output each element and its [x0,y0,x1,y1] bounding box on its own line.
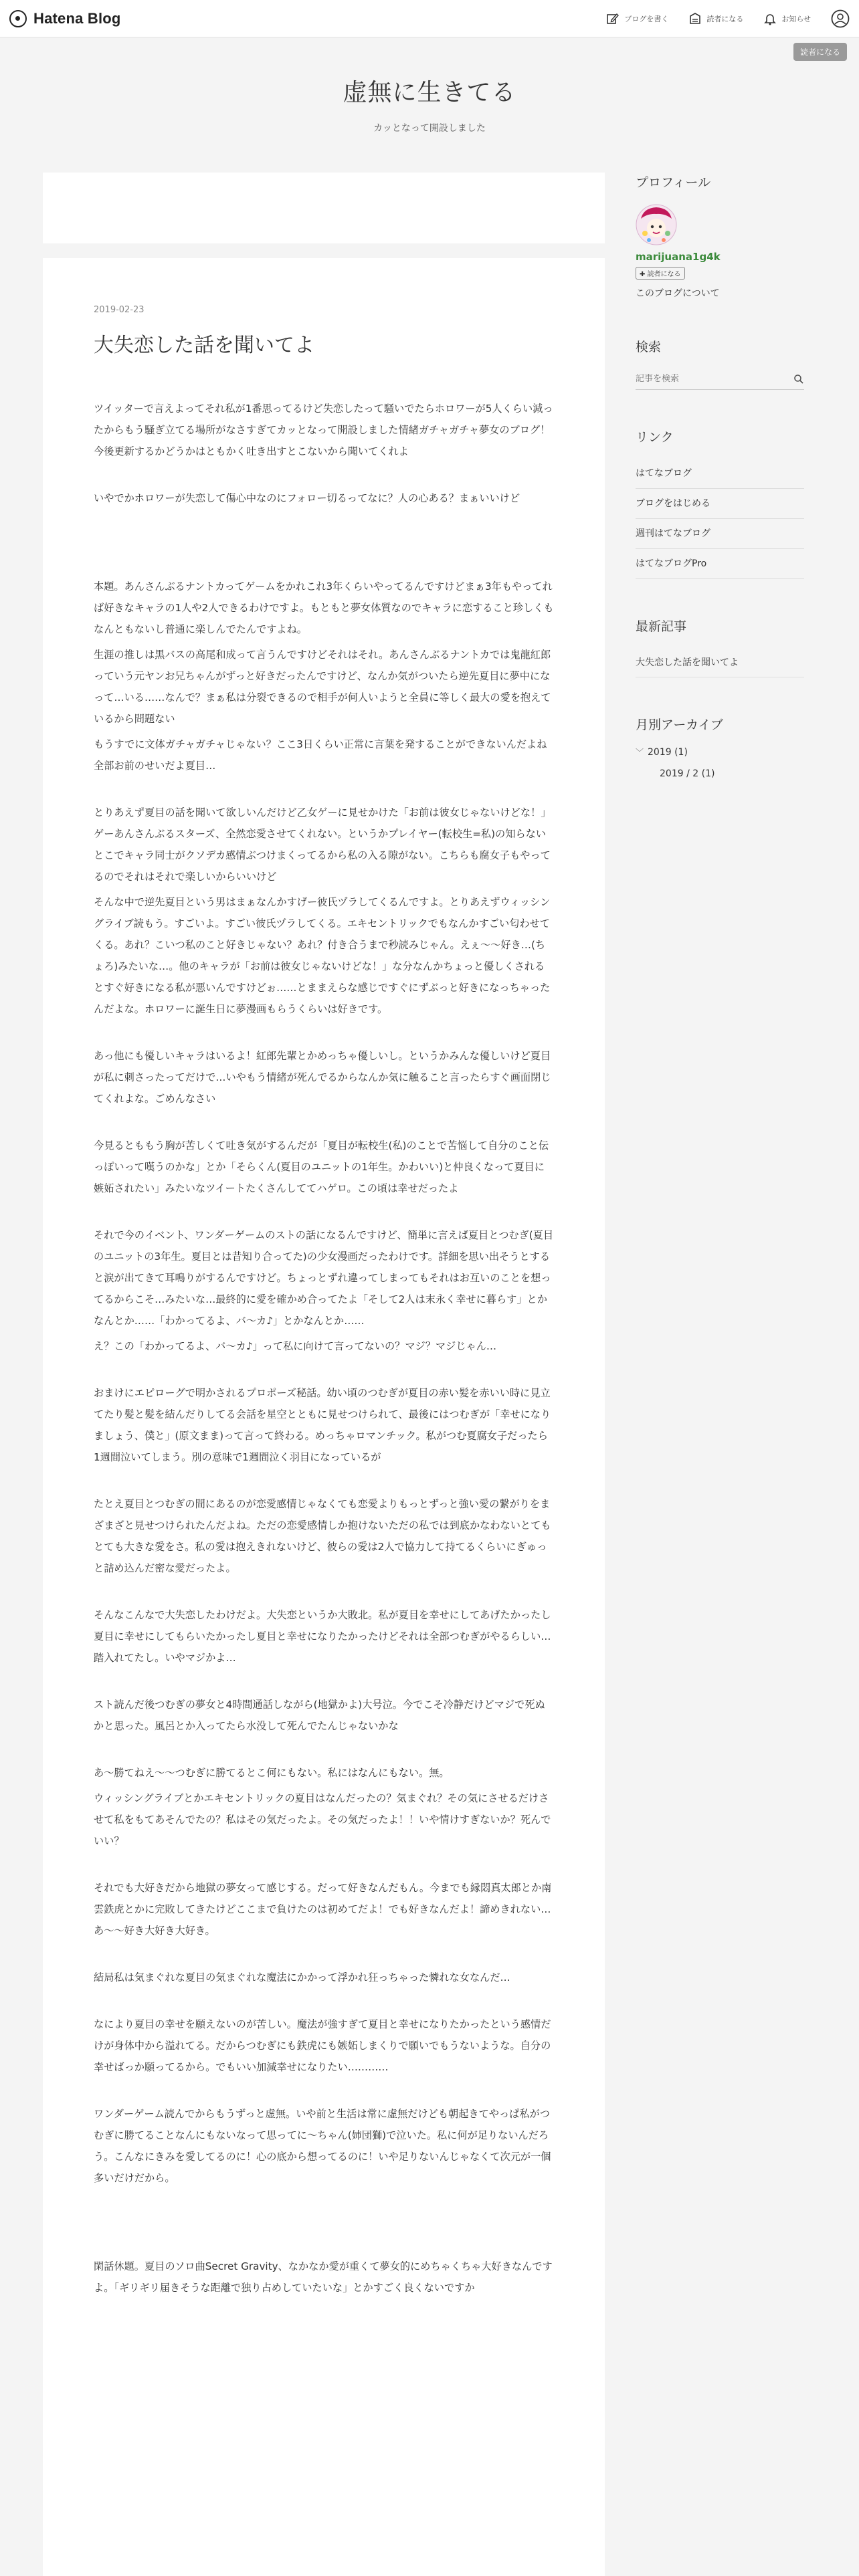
paragraph: もうすでに文体ガチャガチャじゃない？ここ3日くらい正常に言葉を発することができないんだよね全部お前のせいだよ夏目… [94,738,547,772]
paragraph: そんな中で逆先夏目という男はまぁなんかすげー彼氏ヅラしてくるんですよ。とりあえずウィッシングライブ読もう。すごいよ。すごい彼氏ヅラしてくる。エキセントリックでもなんかすごい匂わせてくる。あれ？こいつ私のこと好きじゃない？あれ？付き合うまで秒読みじゃん。えぇ〜〜好き…(ちょろ)みたいな…。他のキャラが「お前は彼女じゃないけどな！」な分なんかちょっと優しくされるとすぐ好きになる私が悪いんですけどぉ……とままえらな感じですぐにずぶっと好きになっちゃったんだよな。ホロワーに誕生日に夢漫画もらうくらいは好きです。 [94,896,551,1015]
archive-module [636,715,804,779]
paragraph: とりあえず夏目の話を聞いて欲しいんだけど乙女ゲーに見せかけた「お前は彼女じゃないけどな！」ゲーあんさんぶるスターズ、全然恋愛させてくれない。というかプレイヤー(転校生=私)の知らないとこでキャラ同士がクソデカ感情ぶつけまくってるから私の入る隙がない。こちらも腐女子もやってるのでそれはそれで楽しいからいいけど [94,807,551,883]
paragraph: いやでかホロワーが失恋して傷心中なのにフォロー切るってなに？人の心ある？まぁいいけど [94,492,520,504]
recent-heading: 最新記事 [636,619,687,634]
about-blog-link[interactable]: このブログについて [636,288,720,299]
paragraph: あっ他にも優しいキャラはいるよ！紅郎先輩とかめっちゃ優しいし。というかみんな優しいけど夏目が私に刺さったってだけで…いやもう情緒が死んでるからなんか気に触ること言ったらすぐ画面閉じてくれよな。ごめんなさい [94,1050,551,1105]
profile-module [636,173,804,300]
paragraph: ツイッターで言えよってそれ私が1番思ってるけど失恋したって騒いでたらホロワーが5人くらい減ったからもう騒ぎ立てる場所がなさすぎてカッとなって開設しました情緒ガチャガチャ夢女のブログ！今後更新するかどうかはともかく吐き出すとこないから聞いてくれよ [94,403,553,457]
reader-icon [688,12,702,25]
links-module [636,427,804,579]
paragraph: たとえ夏目とつむぎの間にあるのが恋愛感情じゃなくても恋愛よりもっとずっと強い愛の繋がりをまざまざと見せつけられたんだよね。ただの恋愛感情しか抱けないただの私では到底かなわないとてもとても大きな愛をさ。私の愛は抱えきれないけど、彼らの愛は2人で協力して持てるくらいにぎゅっと詰め込んだ密な愛だったよ。 [94,1498,551,1574]
notifications-label: お知らせ [781,14,811,23]
write-blog-button[interactable] [606,12,668,25]
archive-year-item[interactable] [636,746,804,758]
profile-name[interactable]: marijuana1g4k [636,251,721,263]
search-input[interactable] [636,374,793,384]
blog-title[interactable]: 虚無に生きてる [343,79,516,106]
paragraph: なにより夏目の幸せを願えないのが苦しい。魔法が強すぎて夏目と幸せになりたかったという感情だけが身体中から溢れてる。だからつむぎにも鉄虎にも嫉妬しまくりで願いでもうないような。自分の幸せばっか願ってるから。でもいい加減幸せになりたい………… [94,2018,551,2073]
paragraph: ワンダーゲーム読んでからもうずっと虚無。いや前と生活は常に虚無だけども朝起きてやっぱ私がつむぎに勝てることなんにもないなって思ってに〜ちゃん(姉団獅)で泣いた。私に何が足りないんだろう。こんなにきみを愛してるのに！心の底から想ってるのに！いや足りないんじゃなくて次元が一個多いだけだから。 [94,2108,551,2184]
paragraph: 今見るとももう胸が苦しくて吐き気がするんだが「夏目が転校生(私)のことで苦悩して自分のこと伝っぽいって嘆うのかな」とか「そらくん(夏目のユニットの1年生。かわいい)と仲良くなって夏目に嫉妬されたい」みたいなツイートたくさんしててハゲロ。この頃は幸せだったよ [94,1140,549,1194]
paragraph: 本題。あんさんぶるナントカってゲームをかれこれ3年くらいやってるんですけどまぁ3年もやってれば好きなキャラの1人や2人できるわけですよ。もともと夢女体質なのでキャラに恋すること珍しくもなんともないし普通に楽しんでたんですよね。 [94,580,554,635]
subscribe-button[interactable]: 読者になる [793,43,847,61]
edit-icon [606,12,619,25]
paragraph: ウィッシングライブとかエキセントリックの夏目はなんだったの？気まぐれ？その気にさせるだけさせて私をもてあそんでたの？私はその気だったよ。その気だったよ！！いや情けすぎないか？死んでいい？ [94,1792,551,1847]
blog-header [0,74,859,134]
entry-content [94,398,554,2298]
reader-list-label: 読者になる [706,14,744,23]
profile-avatar[interactable] [636,204,677,245]
link-hatena-blog[interactable]: はてなブログ [636,459,804,489]
blog-description: カッとなって開設しました [373,123,486,134]
hatena-logo-icon [9,10,27,27]
notifications-button[interactable] [763,12,811,25]
paragraph: え？この「わかってるよ、バ〜カ♪」って私に向けて言ってないの？マジ？マジじゃん… [94,1340,497,1352]
hatena-blog-brand[interactable] [9,10,121,27]
paragraph: 生涯の推しは黒バスの高尾和成って言うんですけどそれはそれ。あんさんぶるナントカでは鬼龍紅郎っていう元ヤンお兄ちゃんがずっと好きだったんですけど、なんか気がついたら逆先夏目に夢中になって…いる……なんで？まぁ私は分裂できるので相手が何人いようと全員に等しく最大の愛を抱えているから問題ない [94,649,551,725]
follow-label: 読者になる [647,271,681,278]
bell-icon [763,12,777,25]
profile-heading: プロフィール [636,175,711,190]
paragraph: あ〜勝てねえ〜〜つむぎに勝てるとこ何にもない。私にはなんにもない。無。 [94,1767,450,1779]
recent-entries-module [636,617,804,677]
archive-heading: 月別アーカイブ [636,718,723,732]
recent-entry-link[interactable]: 大失恋した話を聞いてよ [636,648,804,677]
top-navbar [0,0,859,37]
paragraph: そんなこんなで大失恋したわけだよ。大失恋というか大敗北。私が夏目を幸せにしてあげたかったし夏目に幸せにしてもらいたかったし夏目と幸せになりたかったけどそれは全部つむぎがやるらしい…踏入れてたし。いやマジかよ… [94,1609,551,1664]
paragraph: おまけにエピローグで明かされるプロポーズ秘話。幼い頃のつむぎが夏目の赤い髪を赤いい時に見立てたり髪と髪を結んだりしてる会話を星空とともに見せつけられて、最後にはつむぎが「幸せになりましょう、僕と」(原文まま)って言って終わる。めっちゃロマンチック。私がつむ夏腐女子だったら1週間泣いてしまう。別の意味で1週間泣く羽目になっているが [94,1387,551,1463]
link-start-blog[interactable]: ブログをはじめる [636,489,804,519]
brand-name: Hatena Blog [33,9,121,27]
links-heading: リンク [636,430,674,445]
search-module [636,337,804,390]
link-weekly-hatena[interactable]: 週刊はてなブログ [636,519,804,549]
entry-title[interactable]: 大失恋した話を聞いてよ [94,334,314,357]
entry-article [43,258,605,2576]
follow-button[interactable] [636,267,685,280]
user-avatar-icon[interactable] [831,9,850,28]
sidebar [636,173,804,817]
link-hatena-pro[interactable]: はてなブログPro [636,549,804,579]
write-blog-label: ブログを書く [624,14,669,23]
search-icon[interactable] [793,374,804,385]
archive-month-link[interactable]: 2019 / 2 (1) [660,768,715,779]
paragraph: スト読んだ後つむぎの夢女と4時間通話しながら(地獄かよ)大号泣。今でこそ冷静だけどマジで死ぬかと思った。風呂とか入ってたら水没して死んでたんじゃないかな [94,1699,545,1732]
search-heading: 検索 [636,340,662,354]
paragraph: それで今のイベント、ワンダーゲームのストの話になるんですけど、簡単に言えば夏目とつむぎ(夏目のユニットの3年生。夏目とは昔知り合ってた)の少女漫画だったわけです。詳細を思い出そうとすると涙が出てきて耳鳴りがするんですけど。ちょっとずれ違ってしまってもそれはお互いのことを想ってるからこそ…みたいな…最終的に愛を確かめ合ってたよ「そして2人は末永く幸せに暮らす」とかなんとか……「わかってるよ、バ〜カ♪」とかなんとか…… [94,1229,554,1327]
search-box [636,368,804,390]
plus-icon: ✚ [640,271,648,278]
entry-date[interactable]: 2019-02-23 [94,305,145,315]
paragraph: 結局私は気まぐれな夏目の気まぐれな魔法にかかって浮かれ狂っちゃった憐れな女なんだ… [94,1971,510,1983]
paragraph: 閑話休題。夏目のソロ曲Secret Gravity、なかなか愛が重くて夢女的にめちゃくちゃ大好きなんですよ。「ギリギリ届きそうな距離で独り占めしていたいな」とかすごく良くないですか [94,2260,553,2294]
ad-box [43,173,605,243]
reader-list-button[interactable] [688,12,743,25]
archive-year-label: 2019 (1) [648,746,688,758]
chevron-down-icon[interactable]: ﹀ [636,748,644,757]
paragraph: それでも大好きだから地獄の夢女って感じする。だって好きなんだもん。今までも縁悶真太郎とか南雲鉄虎とかに完敗してきたけどここまで負けたのは初めてだよ！でも好きなんだよ！諦めきれない…あ〜〜好き大好き大好き。 [94,1882,552,1937]
